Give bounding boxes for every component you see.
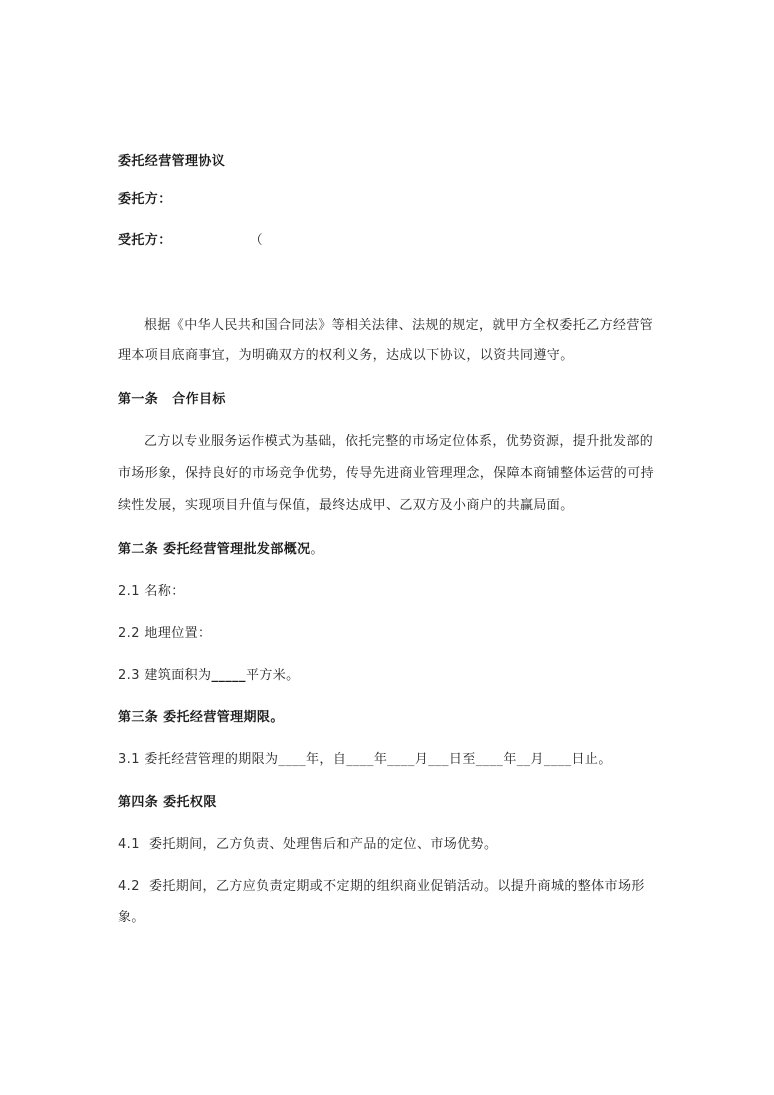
article-2-heading-text: 第二条 委托经营管理批发部概况 <box>118 542 311 557</box>
intro-line-1: 根据《中华人民共和国合同法》等相关法律、法规的规定，就甲方全权委托乙方经营管 <box>144 318 654 333</box>
article-2-heading-tail: 。 <box>310 542 324 557</box>
item-number: 2.2 <box>118 626 140 641</box>
item-text: 建筑面积为 <box>144 668 212 683</box>
item-number: 4.2 <box>118 879 140 894</box>
item-text: 委托期间，乙方应负责定期或不定期的组织商业促销活动。以提升商城的整体市场形 <box>148 879 645 894</box>
article-1-line-3: 续性发展，实现项目升值与保值，最终达成甲、乙双方及小商户的共赢局面。 <box>118 498 574 513</box>
article-1-title: 合作目标 <box>172 392 226 407</box>
article-1-heading <box>118 390 226 410</box>
article-1-number: 第一条 <box>118 392 159 407</box>
entrusted-party-paren: （ <box>249 233 264 248</box>
article-2-item-3 <box>118 666 300 686</box>
item-number: 3.1 <box>118 752 140 767</box>
document-title: 委托经营管理协议 <box>118 154 226 169</box>
entrusted-party-label: 受托方： <box>118 233 172 248</box>
item-text: 委托经营管理的期限为____年，自____年____月___日至____年__月____日止。 <box>144 752 612 767</box>
article-1-line-1: 乙方以专业服务运作模式为基础，依托完整的市场定位体系，优势资源，提升批发部的 <box>144 434 654 449</box>
item-number: 2.1 <box>118 584 140 599</box>
area-blank: _____ <box>211 668 246 683</box>
article-4-heading: 第四条 委托权限 <box>118 795 217 810</box>
item-number: 2.3 <box>118 668 140 683</box>
article-3-heading: 第三条 委托经营管理期限。 <box>118 710 284 725</box>
article-4-item-1 <box>118 835 497 855</box>
item-text: 名称： <box>144 584 185 599</box>
article-4-item-2 <box>118 877 645 897</box>
item-text: 委托期间，乙方负责、处理售后和产品的定位、市场优势。 <box>148 837 498 852</box>
article-1-line-2: 市场形象，保持良好的市场竞争优势，传导先进商业管理理念，保障本商铺整体运营的可持 <box>118 466 655 481</box>
entrusting-party-label: 委托方： <box>118 192 172 207</box>
article-2-item-1 <box>118 582 185 602</box>
article-2-item-2 <box>118 624 211 644</box>
intro-line-2: 理本项目底商事宜，为明确双方的权利义务，达成以下协议，以资共同遵守。 <box>118 348 574 363</box>
item-text: 地理位置： <box>144 626 212 641</box>
article-2-heading <box>118 540 324 560</box>
item-text-b: 平方米。 <box>245 668 300 683</box>
article-4-item-2-cont: 象。 <box>118 910 145 925</box>
item-number: 4.1 <box>118 837 140 852</box>
entrusted-party-line <box>118 231 263 251</box>
article-3-item-1 <box>118 750 612 770</box>
